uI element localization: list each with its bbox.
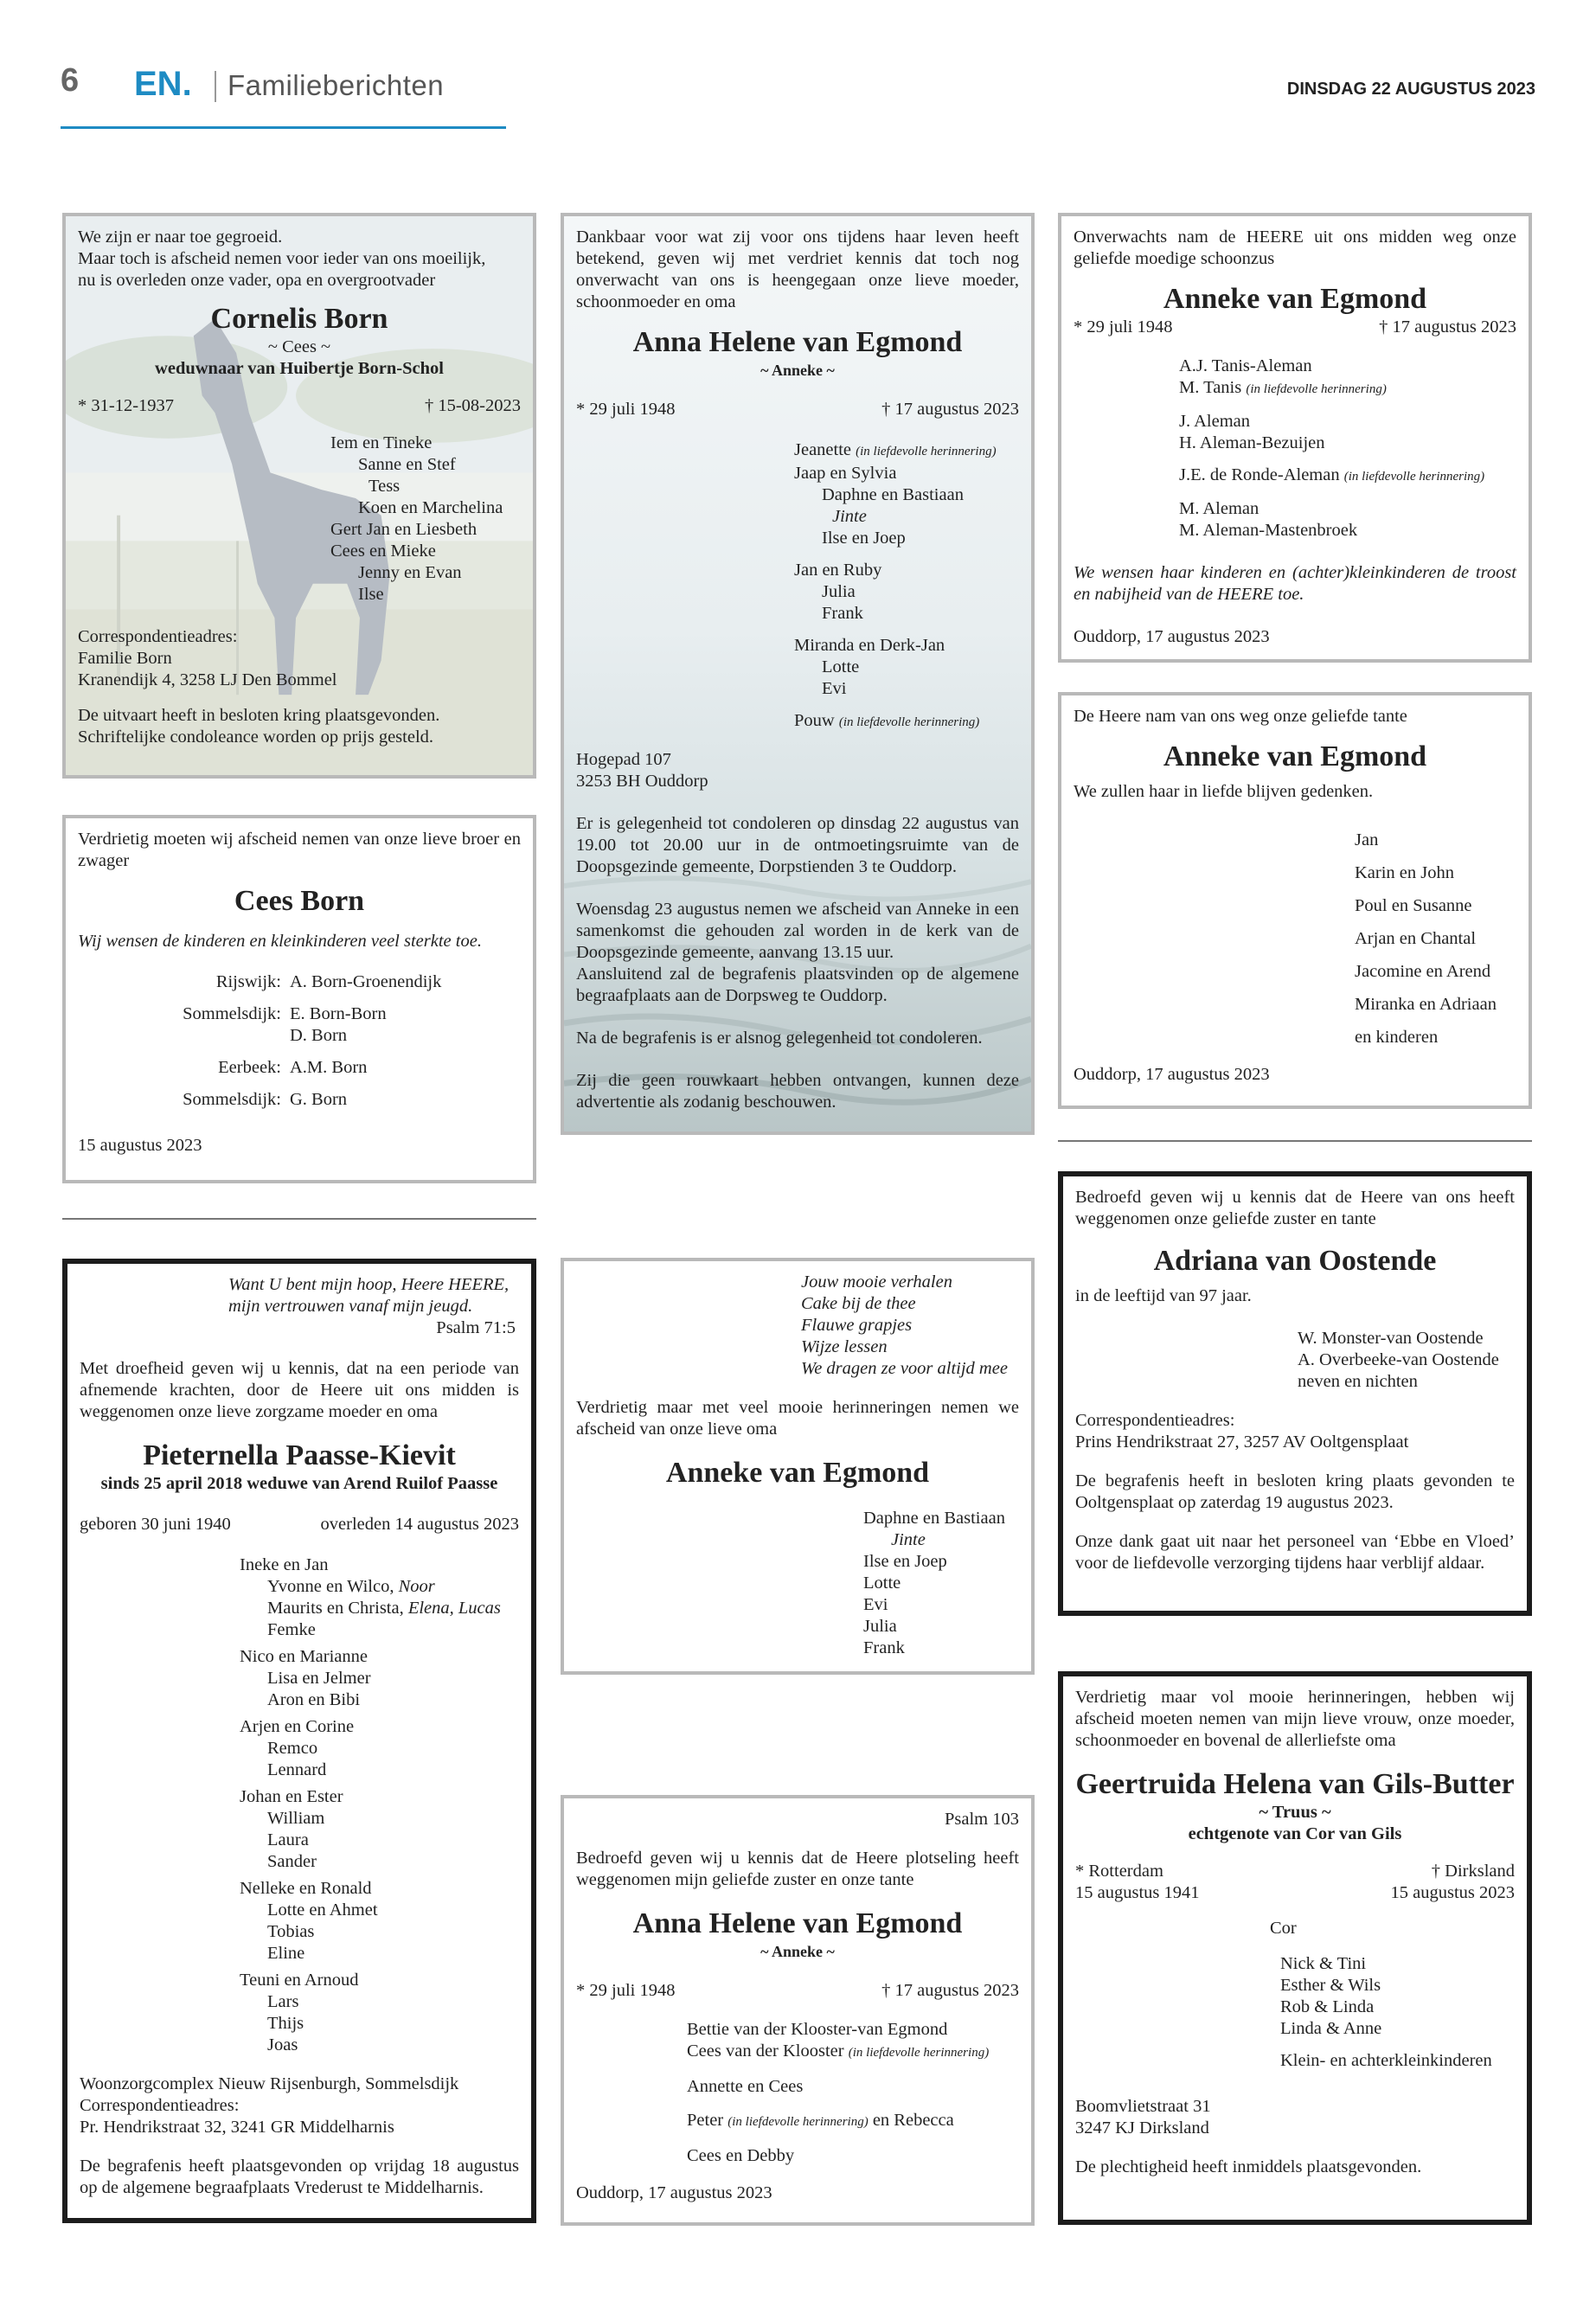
deceased-name: Anna Helene van Egmond (632, 1907, 963, 1939)
family-member: Frank (822, 604, 863, 623)
family-member: Jinte (891, 1530, 926, 1549)
family-member: Frank (863, 1638, 905, 1657)
family-member: Lars (267, 1992, 299, 2011)
nickname: ~ Anneke ~ (760, 1943, 835, 1960)
place-date: Ouddorp, 17 augustus 2023 (576, 2183, 772, 2202)
birth-date: * 29 juli 1948 (576, 400, 676, 419)
place-date: Ouddorp, 17 augustus 2023 (1074, 627, 1270, 646)
address-line: Correspondentieadres: (1075, 1411, 1235, 1430)
relative-name: en Rebecca (872, 2111, 954, 2130)
relative-name: A.M. Born (290, 1058, 368, 1077)
logo-graphic (134, 67, 205, 100)
family-member: Miranda en Derk-Jan (794, 636, 945, 655)
intro-text: Met droefheid geven wij u kennis, dat na een periode van afnemende krachten, door de Heere uit ons midden is weggenomen onze lieve zorgzame moeder en oma (80, 1359, 519, 1421)
family-member: Lotte (822, 657, 860, 676)
family-member: Julia (822, 582, 856, 601)
intro-text: Verdrietig maar vol mooie herinneringen, hebben wij afscheid moeten nemen van mijn lieve vrouw, onze moeder, schoonmoeder en bovenal de allerliefste oma (1075, 1688, 1515, 1750)
notice-adriana-van-oostende (1058, 1171, 1532, 1616)
address-line: Correspondentieadres: (78, 627, 238, 646)
death-date: † 17 augustus 2023 (881, 1981, 1019, 2000)
family-member: Ilse (358, 585, 384, 604)
memory-note: (in liefdevolle herinnering) (1246, 382, 1387, 396)
death-place: † Dirksland (1431, 1862, 1515, 1881)
family-member: Koen en Marchelina (358, 498, 503, 517)
condolence-info: Er is gelegenheid tot condoleren op dinsdag 22 augustus van 19.00 tot 20.00 uur in de ontmoetingsruimte van de Doopsgezinde gemeente, Dorpstienden 3 te Ouddorp. (576, 814, 1019, 876)
family-member: Jaap en Sylvia (794, 464, 897, 483)
family-member: Thijs (267, 2014, 304, 2033)
death-date: overleden 14 augustus 2023 (320, 1515, 519, 1534)
family-member: Sander (267, 1852, 317, 1871)
closing-text: De plechtigheid heeft inmiddels plaatsgevonden. (1075, 2157, 1422, 2176)
family-member: Tobias (267, 1922, 315, 1941)
family-member: Joas (267, 2035, 298, 2054)
place-date: Ouddorp, 17 augustus 2023 (1074, 1065, 1270, 1084)
verse-line: Want U bent mijn hoop, Heere HEERE, (228, 1275, 510, 1294)
relative-name: J. Aleman (1179, 412, 1250, 431)
relative-name: A. Overbeeke-van Oostende (1298, 1350, 1499, 1369)
deceased-name: Pieternella Paasse-Kievit (143, 1439, 456, 1471)
poem-line: Wijze lessen (801, 1337, 888, 1356)
notice-geertruida-van-gils-butter (1058, 1671, 1532, 2225)
family-member: Jan en Ruby (794, 561, 882, 580)
family-member: Pouw (794, 711, 835, 730)
address-line: Woonzorgcomplex Nieuw Rijsenburgh, Sommelsdijk (80, 2074, 459, 2093)
intro-text: Bedroefd geven wij u kennis dat de Heere van ons heeft weggenomen onze geliefde zuster en tante (1075, 1188, 1515, 1228)
relative-name: A.J. Tanis-Aleman (1179, 356, 1312, 375)
relative-name: G. Born (290, 1090, 348, 1109)
closing-line: De uitvaart heeft in besloten kring plaatsgevonden. (78, 706, 440, 725)
family-member: Sanne en Stef (358, 455, 456, 474)
husband-name: Cor (1270, 1919, 1297, 1938)
family-member: Poul en Susanne (1355, 896, 1472, 915)
relative-name: E. Born-Born (290, 1004, 387, 1023)
address-line: Kranendijk 4, 3258 LJ Den Bommel (78, 670, 337, 689)
poem-line: We dragen ze voor altijd mee (801, 1359, 1008, 1378)
relative-name: Annette en Cees (687, 2077, 804, 2096)
family-member: Esther & Wils (1280, 1976, 1381, 1995)
family-member: en kinderen (1355, 1028, 1439, 1047)
intro-text: Bedroefd geven wij u kennis dat de Heere plotseling heeft weggenomen mijn geliefde zuster en onze tante (576, 1849, 1019, 1889)
family-member: Tess (369, 477, 401, 496)
intro-text: Verdrietig maar met veel mooie herinneringen nemen we afscheid van onze lieve oma (576, 1398, 1019, 1439)
family-member: Noor (398, 1577, 435, 1596)
memory-line: We zullen haar in liefde blijven gedenken. (1074, 782, 1374, 801)
family-member: Evi (822, 679, 847, 698)
birth-date: geboren 30 juni 1940 (80, 1515, 231, 1534)
family-member: Remco (267, 1739, 318, 1758)
family-member: Jenny en Evan (358, 563, 462, 582)
nickname: ~ Anneke ~ (760, 362, 835, 379)
address-line: 3247 KJ Dirksland (1075, 2118, 1209, 2138)
birth-date: * 29 juli 1948 (1074, 317, 1173, 336)
relative-name: W. Monster-van Oostende (1298, 1329, 1484, 1348)
deceased-name: Cornelis Born (210, 303, 388, 335)
relative-name: Bettie van der Klooster-van Egmond (687, 2020, 948, 2039)
birth-date: * 31-12-1937 (78, 396, 175, 415)
burial-info: Aansluitend zal de begrafenis plaatsvinden op de algemene begraafplaats aan de Dorpsweg te Ouddorp. (576, 965, 1019, 1005)
memory-note: (in liefdevolle herinnering) (848, 2046, 990, 2060)
poem-line: Jouw mooie verhalen (801, 1272, 952, 1292)
page-number: 6 (61, 62, 80, 99)
family-member: Iem en Tineke (330, 433, 433, 452)
address-line: 3253 BH Ouddorp (576, 772, 708, 791)
relative-name: Peter (687, 2111, 724, 2130)
notice-cees-born (62, 815, 536, 1183)
family-member: Nick & Tini (1280, 1954, 1367, 1973)
family-member: Evi (863, 1595, 888, 1614)
spouse-line: echtgenote van Cor van Gils (1188, 1824, 1402, 1843)
age-line: in de leeftijd van 97 jaar. (1075, 1286, 1252, 1305)
family-member: Julia (863, 1617, 897, 1636)
deceased-name: Geertruida Helena van Gils-Butter (1075, 1768, 1515, 1800)
notice-date: 15 augustus 2023 (78, 1136, 202, 1155)
wish-text: Wij wensen de kinderen en kleinkinderen veel sterkte toe. (78, 932, 482, 951)
header-separator (215, 71, 216, 102)
address-line: Prins Hendrikstraat 27, 3257 AV Ooltgensplaat (1075, 1433, 1409, 1452)
verse-reference: Psalm 103 (945, 1810, 1019, 1829)
relative-name: M. Tanis (1179, 378, 1242, 397)
family-member: Ineke en Jan (240, 1555, 329, 1574)
deceased-name: Anna Helene van Egmond (632, 326, 963, 358)
section-title: Familieberichten (228, 69, 445, 101)
notice-anna-helene-van-egmond-zuster (561, 1795, 1035, 2226)
relative-name: H. Aleman-Bezuijen (1179, 433, 1325, 452)
place-label: Rijswijk: (215, 972, 281, 991)
relative-name: D. Born (290, 1026, 348, 1045)
family-member: Elena, Lucas (407, 1599, 501, 1618)
column-divider (1058, 1140, 1532, 1142)
poem-line: Cake bij de thee (801, 1294, 916, 1313)
family-member: Arjen en Corine (240, 1717, 355, 1736)
service-info: Woensdag 23 augustus nemen we afscheid van Anneke in een samenkomst die gehouden zal worden in de kerk van de Doopsgezinde gemeente, aanvang 13.15 uur. (576, 900, 1019, 962)
family-member: Lisa en Jelmer (267, 1669, 371, 1688)
family-member: Ilse en Joep (822, 529, 906, 548)
header-rule (61, 126, 506, 129)
notice-anneke-van-egmond-tante (1058, 692, 1532, 1109)
closing-line: Schriftelijke condoleance worden op prijs gesteld. (78, 727, 434, 747)
grandchildren-line: Klein- en achterkleinkinderen (1280, 2051, 1492, 2070)
family-member: Daphne en Bastiaan (822, 485, 964, 504)
death-date: † 17 augustus 2023 (881, 400, 1019, 419)
relative-name: Cees van der Klooster (687, 2041, 844, 2061)
wish-text: We wensen haar kinderen en (achter)kleinkinderen de troost en nabijheid van de HEERE toe. (1074, 563, 1516, 604)
memory-note: (in liefdevolle herinnering) (856, 445, 997, 458)
place-label: Sommelsdijk: (183, 1090, 281, 1109)
deceased-name: Anneke van Egmond (1163, 283, 1427, 315)
address-line: Familie Born (78, 649, 172, 668)
poem-line: Flauwe grapjes (801, 1316, 913, 1335)
logo-text: EN. (134, 67, 192, 100)
memory-note: (in liefdevolle herinnering) (727, 2115, 869, 2129)
family-member: Teuni en Arnoud (240, 1971, 359, 1990)
family-member: Cees en Mieke (330, 542, 436, 561)
family-member: Johan en Ester (240, 1787, 343, 1806)
intro-text: Dankbaar voor wat zij voor ons tijdens haar leven heeft betekend, geven wij met verdriet kennis dat toch nog onverwacht van ons is heengegaan onze lieve moeder, schoonmoeder en oma (576, 228, 1019, 311)
funeral-info: De begrafenis heeft in besloten kring plaats gevonden te Ooltgensplaat op zaterdag 19 augustus 2023. (1075, 1471, 1515, 1512)
family-member: William (267, 1809, 325, 1828)
deceased-name: Anneke van Egmond (1163, 740, 1427, 772)
deceased-name: Anneke van Egmond (665, 1457, 930, 1489)
deceased-name: Adriana van Oostende (1153, 1245, 1437, 1277)
death-date: 15 augustus 2023 (1390, 1883, 1515, 1902)
family-member: Jinte (832, 507, 867, 526)
family-member: Lennard (267, 1760, 327, 1779)
place-label: Sommelsdijk: (183, 1004, 281, 1023)
death-date: † 17 augustus 2023 (1379, 317, 1516, 336)
relative-name: Cees en Debby (687, 2146, 795, 2165)
family-member: Maurits en Christa, (267, 1599, 404, 1618)
notice-anneke-van-egmond-schoonzus (1058, 213, 1532, 663)
family-member: Nelleke en Ronald (240, 1879, 372, 1898)
family-member: Aron en Bibi (267, 1690, 361, 1709)
notice-anneke-van-egmond-oma (561, 1258, 1035, 1675)
family-member: Karin en John (1355, 863, 1455, 882)
relative-name: J.E. de Ronde-Aleman (1179, 465, 1340, 484)
memory-note: (in liefdevolle herinnering) (1343, 470, 1485, 484)
intro-line: nu is overleden onze vader, opa en overgrootvader (78, 271, 436, 290)
relative-name: neven en nichten (1298, 1372, 1418, 1391)
family-member: Arjan en Chantal (1355, 929, 1477, 948)
family-member: Eline (267, 1944, 305, 1963)
family-member: Gert Jan en Liesbeth (330, 520, 478, 539)
intro-text: De Heere nam van ons weg onze geliefde tante (1074, 707, 1407, 726)
deceased-name: Cees Born (234, 885, 365, 917)
family-member: Daphne en Bastiaan (863, 1509, 1005, 1528)
after-burial-info: Na de begrafenis is er alsnog gelegenheid tot condoleren. (576, 1029, 983, 1048)
intro-text: Verdrietig moeten wij afscheid nemen van onze lieve broer en zwager (78, 830, 521, 870)
relative-name: M. Aleman-Mastenbroek (1179, 521, 1358, 540)
card-note: Zij die geen rouwkaart hebben ontvangen, kunnen deze advertentie als zodanig beschouwen. (576, 1071, 1019, 1112)
family-member: Jan (1355, 830, 1379, 849)
intro-line: Maar toch is afscheid nemen voor ieder van ons moeilijk, (78, 249, 486, 268)
family-member: Miranka en Adriaan (1355, 995, 1497, 1014)
relative-name: A. Born-Groenendijk (290, 972, 442, 991)
relative-name: M. Aleman (1179, 499, 1259, 518)
notice-cornelis-born (62, 213, 536, 779)
family-member: Lotte en Ahmet (267, 1900, 378, 1920)
birth-place: * Rotterdam (1075, 1862, 1163, 1881)
family-member: Linda & Anne (1280, 2019, 1382, 2038)
intro-line: We zijn er naar toe gegroeid. (78, 228, 283, 247)
family-member: Laura (267, 1830, 309, 1849)
widow-line: sinds 25 april 2018 weduwe van Arend Ruilof Paasse (100, 1474, 498, 1493)
family-member: Lotte (863, 1574, 901, 1593)
family-member: Nico en Marianne (240, 1647, 368, 1666)
closing-text: De begrafenis heeft plaatsgevonden op vrijdag 18 augustus op de algemene begraafplaats Vrederust te Middelharnis. (80, 2157, 519, 2197)
family-member: Rob & Linda (1280, 1997, 1375, 2016)
family-member: Femke (267, 1620, 316, 1639)
intro-text: Onverwachts nam de HEERE uit ons midden weg onze geliefde moedige schoonzus (1074, 228, 1516, 268)
verse-line: mijn vertrouwen vanaf mijn jeugd. (228, 1297, 473, 1316)
nickname: ~ Cees ~ (267, 337, 331, 356)
memory-note: (in liefdevolle herinnering) (838, 715, 980, 729)
address-line: Correspondentieadres: (80, 2096, 240, 2115)
thanks-text: Onze dank gaat uit naar het personeel van ‘Ebbe en Vloed’ voor de liefdevolle verzorging tijdens haar verblijf aldaar. (1075, 1532, 1515, 1573)
address-line: Boomvlietstraat 31 (1075, 2097, 1211, 2116)
place-label: Eerbeek: (218, 1058, 281, 1077)
widower-line: weduwnaar van Huibertje Born-Schol (155, 359, 444, 378)
birth-date: 15 augustus 1941 (1075, 1883, 1200, 1902)
nickname: ~ Truus ~ (1259, 1803, 1331, 1822)
notice-pieternella-paasse-kievit (62, 1259, 536, 2223)
notice-anna-helene-van-egmond (561, 213, 1035, 1135)
en-logo (134, 67, 205, 105)
verse-reference: Psalm 71:5 (436, 1318, 516, 1337)
family-member: Jeanette (794, 440, 852, 459)
family-member: Ilse en Joep (863, 1552, 947, 1571)
death-date: † 15-08-2023 (424, 396, 521, 415)
family-member: Jacomine en Arend (1355, 962, 1491, 981)
address-line: Hogepad 107 (576, 750, 671, 769)
family-member: Yvonne en Wilco, (267, 1577, 394, 1596)
issue-date: DINSDAG 22 AUGUSTUS 2023 (1286, 80, 1535, 99)
column-divider (62, 1218, 536, 1220)
address-line: Pr. Hendrikstraat 32, 3241 GR Middelharnis (80, 2118, 394, 2137)
birth-date: * 29 juli 1948 (576, 1981, 676, 2000)
